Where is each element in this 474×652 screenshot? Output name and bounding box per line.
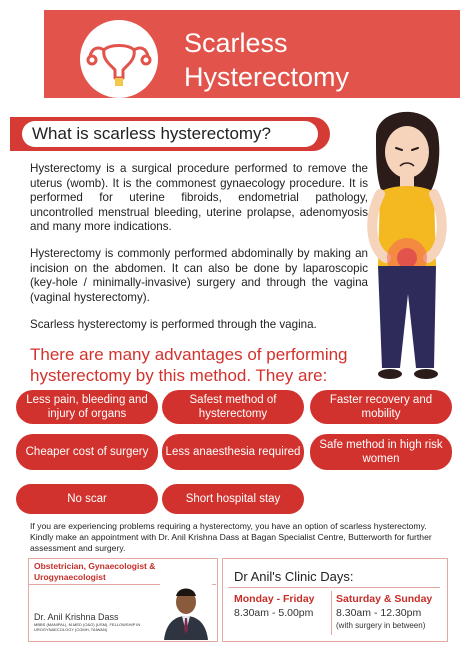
doctor-specialty: Obstetrician, Gynaecologist & Urogynaecologist: [34, 561, 156, 582]
title-line-2: Hysterectomy: [184, 62, 350, 92]
weekend-label: Saturday & Sunday: [336, 593, 433, 605]
advantage-pill: Faster recovery and mobility: [310, 390, 452, 424]
paragraph-3: Scarless hysterectomy is performed through the vagina.: [30, 318, 317, 331]
advantages-heading-line-1: There are many advantages of performing: [30, 345, 348, 364]
doctor-name: Dr. Anil Krishna Dass: [34, 612, 119, 622]
weekend-hours: 8.30am - 12.30pm: [336, 607, 422, 619]
advantage-pill: Short hospital stay: [162, 484, 304, 514]
advantages-heading: [30, 344, 440, 386]
title-line-1: Scarless: [184, 28, 288, 58]
paragraph-1: Hysterectomy is a surgical procedure performed to remove the uterus (womb). It is the commonest gynaecology procedure. It is performed for uterine fibroids, endometrial pathology, uncontrolled menstrual bleeding, uterine prolapse, adenomyosis and many more indications.: [30, 162, 368, 233]
cervix-shape: [115, 78, 123, 86]
advantage-pill: Less anaesthesia required: [162, 434, 304, 470]
weekend-note: (with surgery in between): [336, 621, 426, 630]
clinic-divider: [228, 587, 440, 588]
woman-illustration: [352, 98, 464, 382]
weekday-label: Monday - Friday: [234, 593, 315, 605]
advantage-pill: Safe method in high risk women: [310, 434, 452, 470]
uterus-icon-badge: [80, 20, 158, 98]
doctor-credentials: MBBS (MANIPAL), M.MED (O&G) (USM), FELLOWSHIP IN UROGYNAECOLOGY (CGMH, TAIWAN): [34, 622, 141, 632]
call-to-action-text: If you are experiencing problems requiring a hysterectomy, you have an option of scarless hysterectomy. Kindly make an appointment with Dr. Anil Krishna Dass at Bagan Specialist Centre, Butterworth for further assessment and surgery.: [30, 521, 432, 553]
advantage-pill: Less pain, bleeding and injury of organs: [16, 390, 158, 424]
clinic-days-title: Dr Anil's Clinic Days:: [234, 569, 354, 584]
uterus-icon: [80, 20, 158, 98]
section-heading: What is scarless hysterectomy?: [32, 124, 272, 143]
clinic-column-divider: [331, 591, 332, 635]
advantage-pill: Safest method of hysterectomy: [162, 390, 304, 424]
paragraph-2: Hysterectomy is commonly performed abdominally by making an incision on the abdomen. It can also be done by laparoscopic (key-hole / minimally-invasive) surgery and through the vagina (vaginal hysterectomy).: [30, 247, 368, 304]
doctor-photo: [160, 584, 212, 640]
weekday-hours: 8.30am - 5.00pm: [234, 607, 314, 619]
advantage-pill: No scar: [16, 484, 158, 514]
page-title: [184, 26, 349, 94]
advantages-heading-line-2: hysterectomy by this method. They are:: [30, 366, 328, 385]
advantage-pill: Cheaper cost of surgery: [16, 434, 158, 470]
